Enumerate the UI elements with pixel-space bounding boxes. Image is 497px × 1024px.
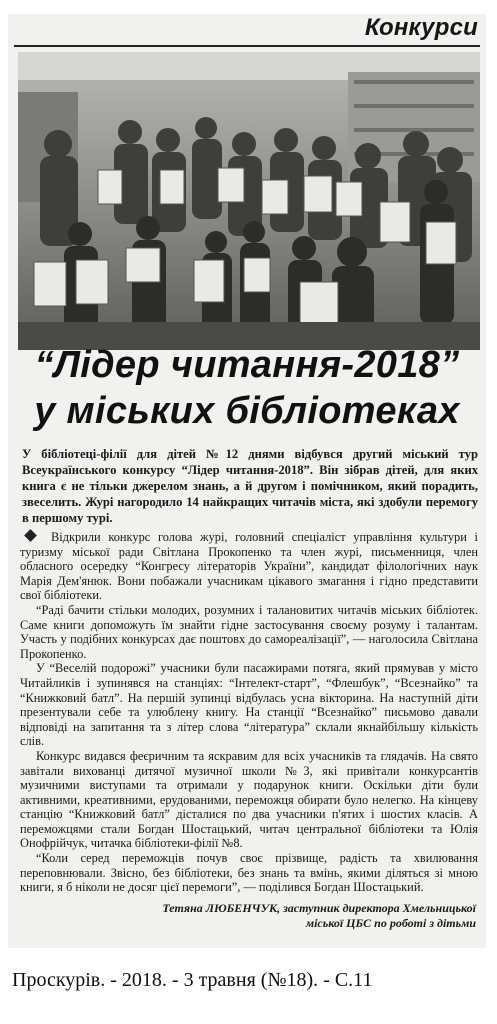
paragraph-3: У “Веселій подорожі” учасники були пасажирами потяга, який прямував у місто Читайликів і зупинявся на станціях: “Інтелект-старт”, “Флешбук”, “Всезнайко” та “Книжковий батл”. На першій зупинці відбулась усна вікторина. На наступній діти презентували себе та улюблену книгу. На станції “Всезнайко” письмово давали відповіді на запитання та з літер слова “література” склали якнайбільшу кількість слів. (20, 661, 478, 749)
paragraph-4: Конкурс видався феєричним та яскравим для всіх учасників та глядачів. На свято завітали вихованці дитячої музичної школи №3, які привітали конкурсантів музичними виступами та отримали у подарунок книги. Оскільки діти були активними, креативними, ерудованими, переможця обирати було нелегко. На кінцеву станцію “Книжковий батл” дісталися по два учасники п'ятих і шостих класів. А переможцями стали Богдан Шостацький, читач центральної бібліотеки та Юлія Онофрійчук, читачка бібліотеки-філії №8. (20, 748, 478, 851)
author-signature (116, 901, 476, 931)
source-citation: Проскурів. - 2018. - 3 травня (№18). - С.11 (12, 969, 373, 991)
group-photo (18, 52, 480, 350)
author-role-line-2: міської ЦБС по роботі з дітьми (305, 916, 476, 930)
diamond-bullet-icon (24, 529, 37, 542)
headline-line-2: у міських бібліотеках (34, 390, 460, 432)
author-role-line-1: заступник директора Хмельницької (280, 901, 476, 915)
section-rule (14, 45, 480, 47)
headline-line-1: “Лідер читання-2018” (34, 344, 460, 386)
section-label: Конкурси (364, 14, 478, 41)
author-name: Тетяна ЛЮБЕНЧУК, (162, 901, 281, 915)
article-body (20, 530, 478, 895)
paragraph-2: “Раді бачити стільки молодих, розумних і талановитих читачів міських бібліотек. Саме книги допоможуть їм знайти гідне застосування своєму розуму і талантам. Участь у подібних конкурсах дає поштовх до самореалізації”, — наголосила Світлана Прокопенко. (20, 602, 478, 661)
lead-paragraph: У бібліотеці-філії для дітей №12 днями відбувся другий міський тур Всеукраїнського конкурсу “Лідер читання-2018”. Він зібрав дітей, для яких книга є не тільки джерелом знань, а й другом і помічником, який порадить, звеселить. Журі нагородило 14 найкращих читачів міста, які здобули перемогу в першому турі. (22, 447, 478, 525)
paragraph-5: “Коли серед переможців почув своє прізвище, радість та хвилювання переповнювали. Звісно, без бібліотеки, без знань та вмінь, якими діляться зі мною книги, я б ніколи не досяг цієї перемоги”, — поділився Богдан Шостацький. (20, 851, 478, 895)
newspaper-clipping (8, 14, 486, 948)
paragraph-1: Відкрили конкурс голова журі, головний спеціаліст управління культури і туризму міської ради Світлана Прокопенко та член журі, письменниця, член обласного осередку “Конгресу літераторів України”, кандидат філологічних наук Марія Дем'янюк. Вони побажали учасникам цікавого змагання і гідно представити свої бібліотеки. (20, 530, 478, 603)
